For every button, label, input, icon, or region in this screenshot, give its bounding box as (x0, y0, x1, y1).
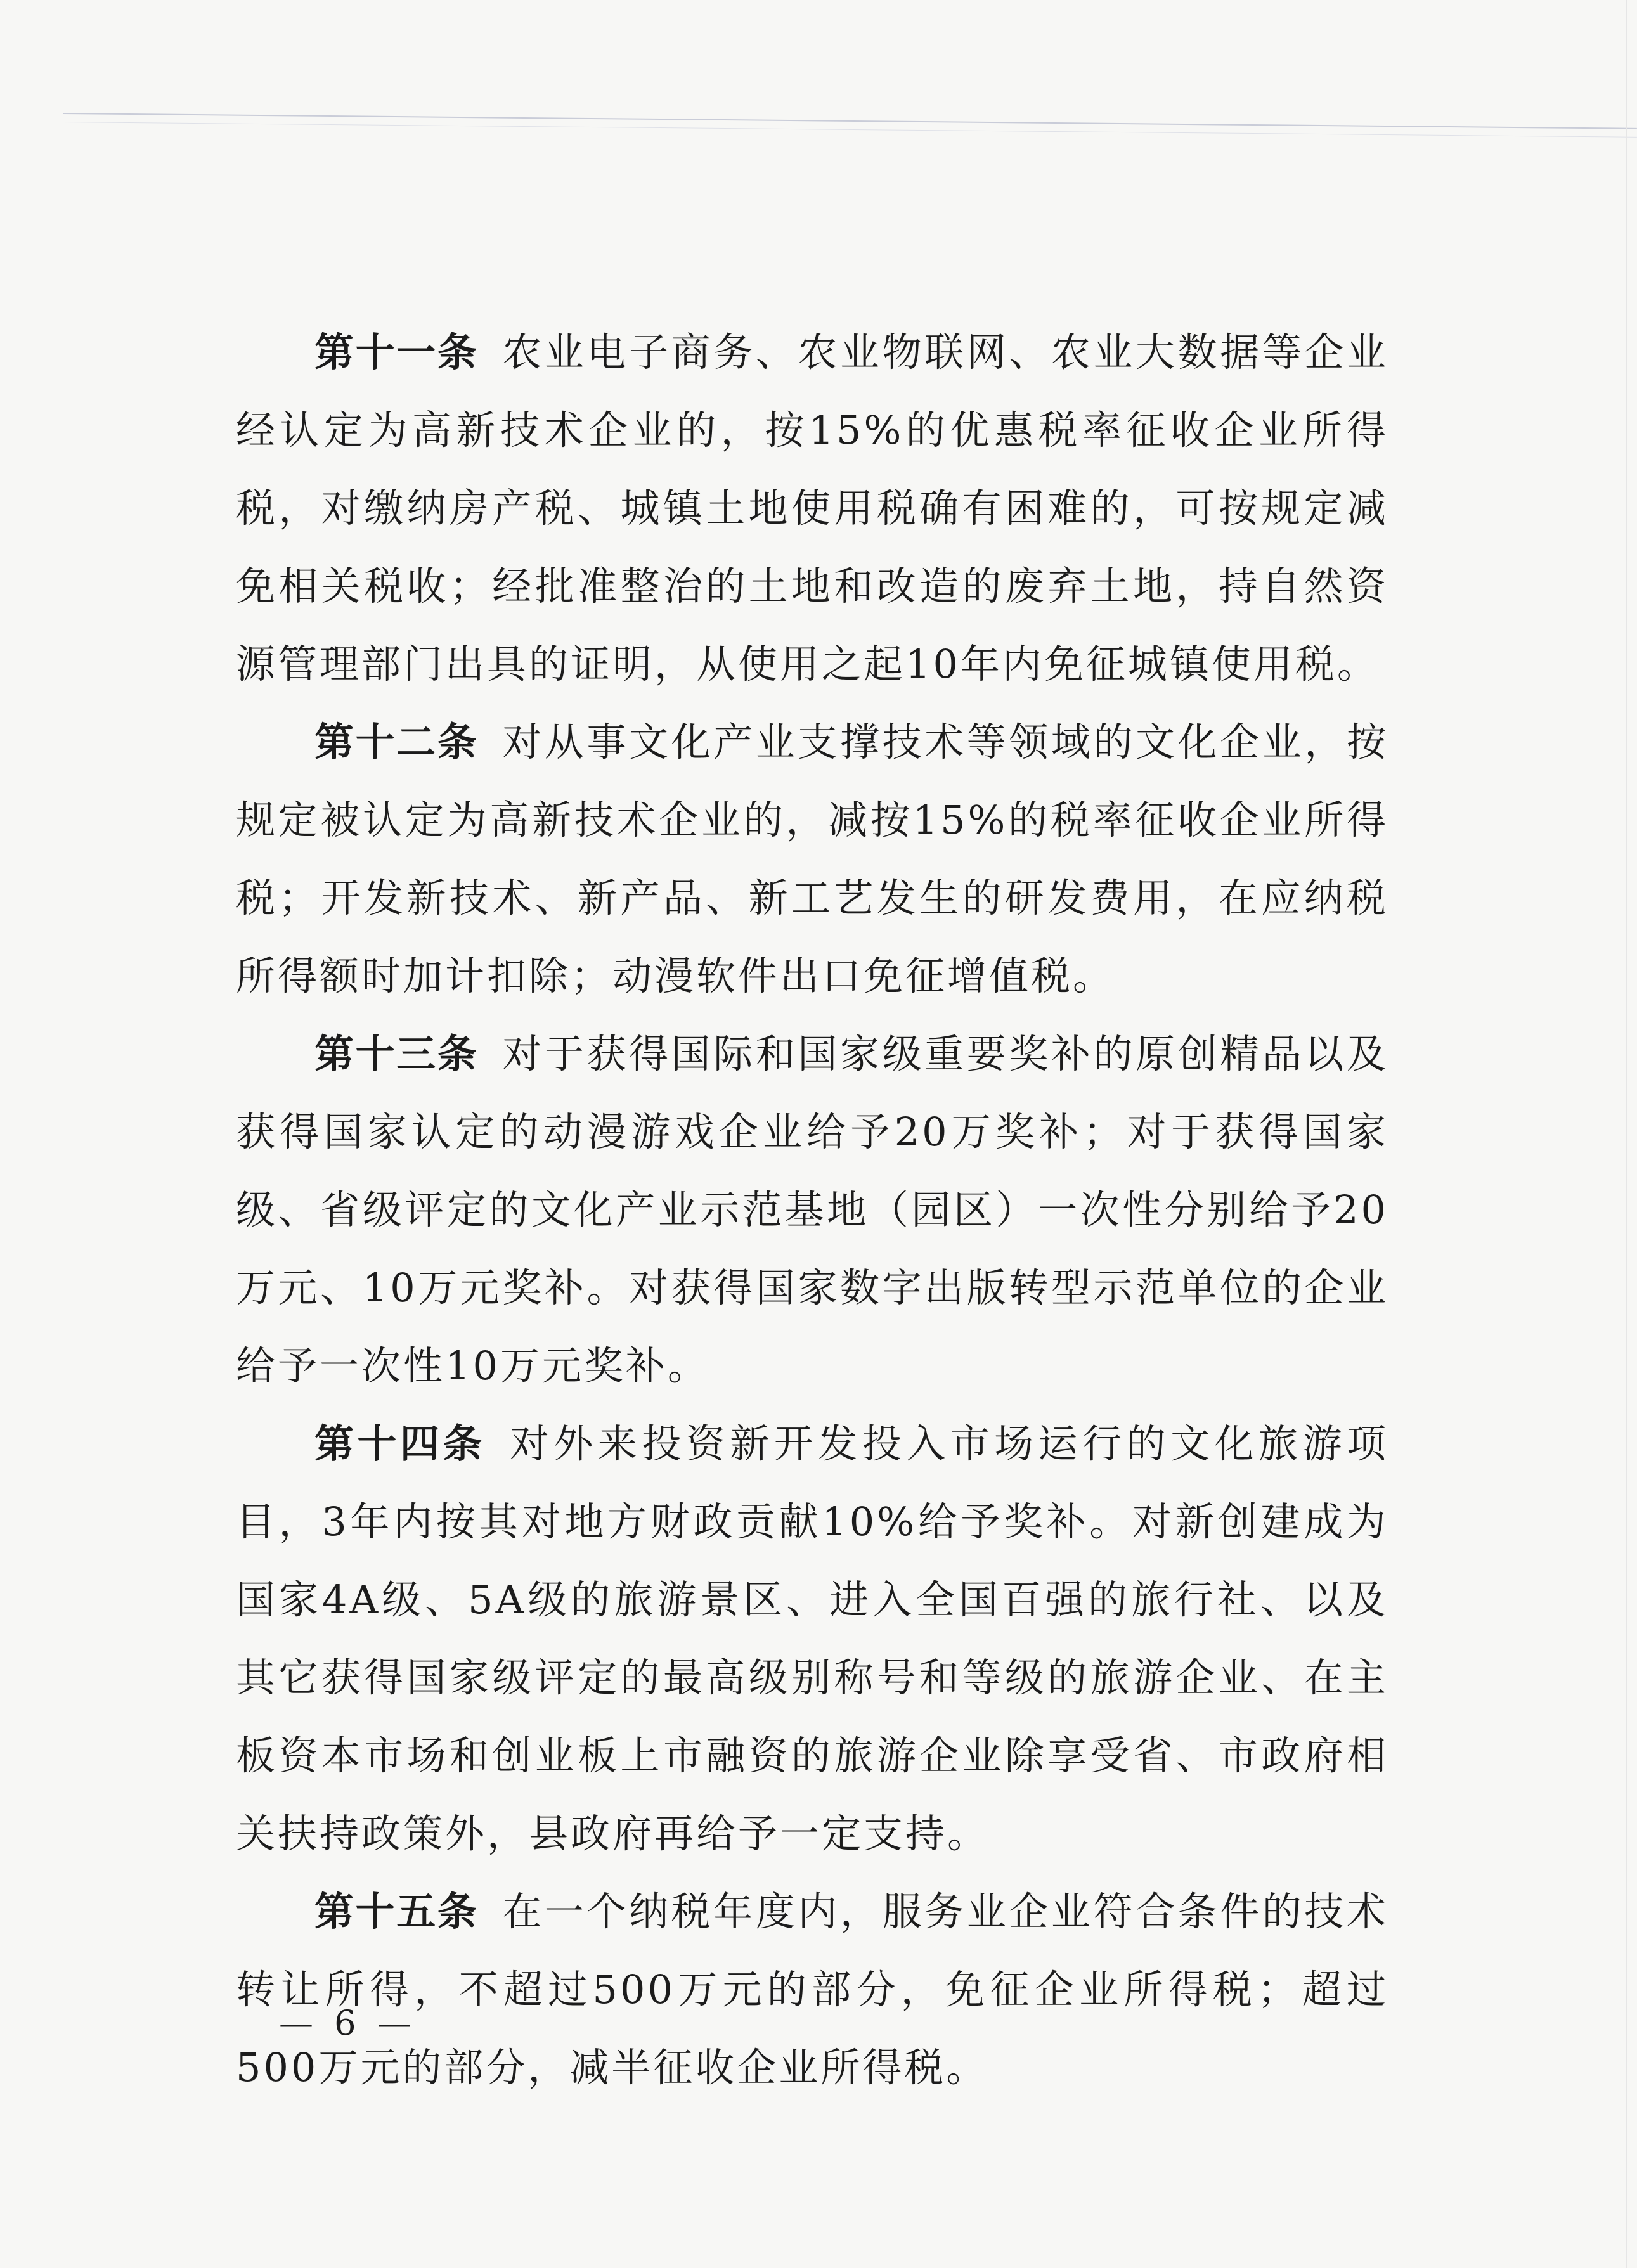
scan-edge-line (63, 113, 1637, 129)
article-title: 第十二条 (314, 719, 479, 765)
scan-edge-line (1626, 0, 1627, 2268)
article-12 (236, 703, 1388, 1015)
article-15 (236, 1872, 1388, 2106)
document-body (236, 313, 1388, 2106)
article-title: 第十一条 (314, 329, 479, 375)
article-text: 对于获得国际和国家级重要奖补的原创精品以及获得国家认定的动漫游戏企业给予20万奖补；对于获得国家级、省级评定的文化产业示范基地（园区）一次性分别给予20万元、10万元奖补。对获得国家数字出版转型示范单位的企业给予一次性10万元奖补。 (236, 1031, 1388, 1389)
article-13 (236, 1015, 1388, 1405)
article-14 (236, 1405, 1388, 1872)
scan-edge-line (63, 122, 1637, 138)
article-text: 在一个纳税年度内，服务业企业符合条件的技术转让所得，不超过500万元的部分，免征企业所得税；超过500万元的部分，减半征收企业所得税。 (236, 1888, 1388, 2091)
article-title: 第十三条 (314, 1031, 479, 1077)
article-title: 第十五条 (314, 1888, 479, 1935)
article-text: 对从事文化产业支撑技术等领域的文化企业，按规定被认定为高新技术企业的，减按15%的税率征收企业所得税；开发新技术、新产品、新工艺发生的研发费用，在应纳税所得额时加计扣除；动漫软件出口免征增值税。 (236, 719, 1388, 999)
article-11 (236, 313, 1388, 703)
article-text: 农业电子商务、农业物联网、农业大数据等企业经认定为高新技术企业的，按15%的优惠税率征收企业所得税，对缴纳房产税、城镇土地使用税确有困难的，可按规定减免相关税收；经批准整治的土地和改造的废弃土地，持自然资源管理部门出具的证明，从使用之起10年内免征城镇使用税。 (236, 329, 1388, 687)
page-number: — 6 — (279, 2003, 417, 2043)
article-title: 第十四条 (314, 1421, 486, 1467)
article-text: 对外来投资新开发投入市场运行的文化旅游项目，3年内按其对地方财政贡献10%给予奖补。对新创建成为国家4A级、5A级的旅游景区、进入全国百强的旅行社、以及其它获得国家级评定的最高级别称号和等级的旅游企业、在主板资本市场和创业板上市融资的旅游企业除享受省、市政府相关扶持政策外，县政府再给予一定支持。 (236, 1421, 1388, 1857)
